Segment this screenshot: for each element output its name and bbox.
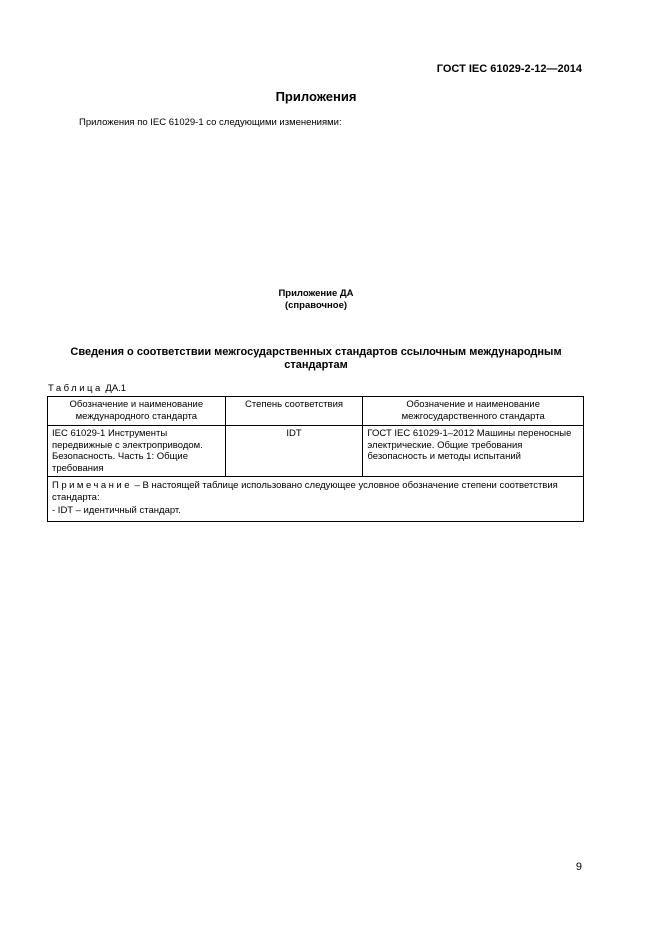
annex-heading-line-2: стандартам: [284, 359, 348, 371]
table-header-row: [48, 397, 584, 426]
note-text: – В настоящей таблице использовано следующее условное обозначение степени соответствия стандарта:: [52, 480, 558, 503]
header-degree: Степень соответствия: [225, 397, 363, 426]
table-caption-number: ДА.1: [105, 383, 127, 394]
annex-heading: [48, 346, 584, 372]
header-international: Обозначение и наименование международного стандарта: [48, 397, 226, 426]
annex-heading-line-1: Сведения о соответствии межгосударственных стандартов ссылочным международным: [70, 346, 562, 358]
cell-international: IEC 61029-1 Инструменты передвижные с электроприводом. Безопасность. Часть 1: Общие требования: [48, 426, 226, 477]
page-number: 9: [575, 861, 582, 873]
table-row: [48, 426, 584, 477]
note-label: Примечание: [52, 480, 132, 491]
annex-subtitle: (справочное): [284, 300, 348, 311]
annex-title: Приложение ДА: [278, 288, 354, 299]
correspondence-table: [47, 396, 584, 522]
note-item: - IDT – идентичный стандарт.: [52, 505, 181, 516]
table-caption-prefix: Таблица: [48, 383, 103, 394]
header-interstate: Обозначение и наименование межгосударственного стандарта: [363, 397, 584, 426]
document-code: ГОСТ IEC 61029-2-12—2014: [436, 63, 582, 75]
cell-interstate: ГОСТ IEC 61029-1–2012 Машины переносные электрические. Общие требования безопасность и методы испытаний: [363, 426, 584, 477]
intro-text: Приложения по IEC 61029-1 со следующими изменениями:: [79, 117, 342, 128]
table-note: [48, 477, 584, 522]
table-note-row: [48, 477, 584, 522]
cell-degree: IDT: [225, 426, 363, 477]
section-title: Приложения: [275, 89, 357, 104]
table-caption: [48, 383, 126, 394]
